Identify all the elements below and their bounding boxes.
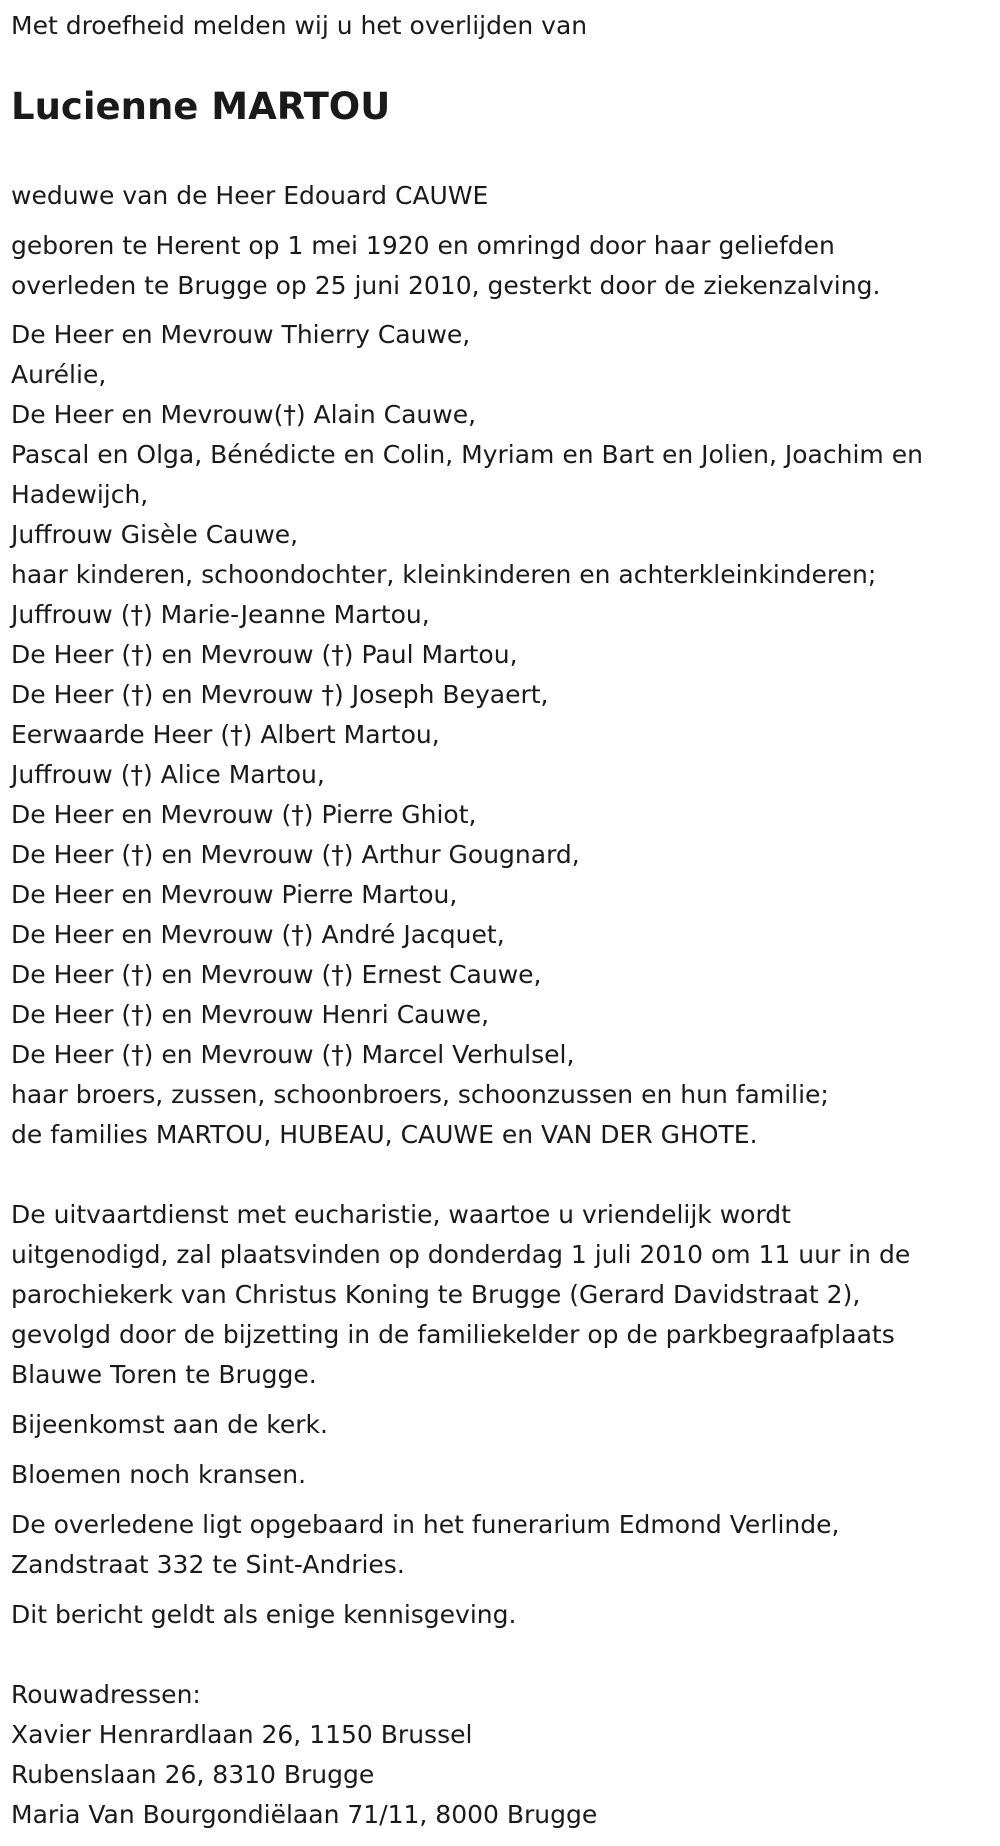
viewing-line: De overledene ligt opgebaard in het funerarium Edmond Verlinde, [11, 1510, 840, 1539]
family-line: De Heer (†) en Mevrouw (†) Arthur Gougnard, [11, 840, 580, 869]
family-line: Eerwaarde Heer (†) Albert Martou, [11, 720, 440, 749]
family-line: Juffrouw (†) Alice Martou, [11, 760, 325, 789]
gathering-text: Bijeenkomst aan de kerk. [11, 1410, 328, 1439]
address-line: Rubenslaan 26, 8310 Brugge [11, 1760, 375, 1789]
address-line: Xavier Henrardlaan 26, 1150 Brussel [11, 1720, 473, 1749]
family-line: Juffrouw Gisèle Cauwe, [11, 520, 299, 549]
family-line: De Heer (†) en Mevrouw †) Joseph Beyaert, [11, 680, 549, 709]
birth-line: geboren te Herent op 1 mei 1920 en omringd door haar geliefden [11, 231, 835, 260]
family-line: Aurélie, [11, 360, 107, 389]
family-line: De Heer (†) en Mevrouw Henri Cauwe, [11, 1000, 490, 1029]
death-line: overleden te Brugge op 25 juni 2010, gesterkt door de ziekenzalving. [11, 271, 881, 300]
family-line: Hadewijch, [11, 480, 149, 509]
family-line: haar kinderen, schoondochter, kleinkinderen en achterkleinkinderen; [11, 560, 877, 589]
service-line: uitgenodigd, zal plaatsvinden op donderdag 1 juli 2010 om 11 uur in de [11, 1240, 911, 1269]
family-line: De Heer en Mevrouw (†) Pierre Ghiot, [11, 800, 477, 829]
family-line: De Heer en Mevrouw Thierry Cauwe, [11, 320, 471, 349]
service-line: gevolgd door de bijzetting in de familiekelder op de parkbegraafplaats [11, 1320, 895, 1349]
deceased-name: Lucienne MARTOU [11, 85, 391, 128]
flowers-text: Bloemen noch kransen. [11, 1460, 307, 1489]
family-line: De Heer en Mevrouw(†) Alain Cauwe, [11, 400, 477, 429]
service-line: parochiekerk van Christus Koning te Brugge (Gerard Davidstraat 2), [11, 1280, 861, 1309]
family-line: De Heer (†) en Mevrouw (†) Ernest Cauwe, [11, 960, 542, 989]
family-line: Juffrouw (†) Marie-Jeanne Martou, [11, 600, 430, 629]
service-line: Blauwe Toren te Brugge. [11, 1360, 317, 1389]
address-line: Maria Van Bourgondiëlaan 71/11, 8000 Brugge [11, 1800, 598, 1829]
family-line: De Heer (†) en Mevrouw (†) Marcel Verhulsel, [11, 1040, 575, 1069]
family-line: Pascal en Olga, Bénédicte en Colin, Myriam en Bart en Jolien, Joachim en [11, 440, 923, 469]
family-line: De Heer en Mevrouw Pierre Martou, [11, 880, 458, 909]
viewing-line: Zandstraat 332 te Sint-Andries. [11, 1550, 405, 1579]
notice-text: Dit bericht geldt als enige kennisgeving. [11, 1600, 517, 1629]
intro-text: Met droefheid melden wij u het overlijden van [11, 11, 588, 40]
family-line: haar broers, zussen, schoonbroers, schoonzussen en hun familie; [11, 1080, 829, 1109]
family-line: De Heer en Mevrouw (†) André Jacquet, [11, 920, 505, 949]
service-line: De uitvaartdienst met eucharistie, waartoe u vriendelijk wordt [11, 1200, 791, 1229]
family-line: de families MARTOU, HUBEAU, CAUWE en VAN DER GHOTE. [11, 1120, 758, 1149]
widow-line: weduwe van de Heer Edouard CAUWE [11, 181, 489, 210]
family-line: De Heer (†) en Mevrouw (†) Paul Martou, [11, 640, 518, 669]
addresses-label: Rouwadressen: [11, 1680, 201, 1709]
